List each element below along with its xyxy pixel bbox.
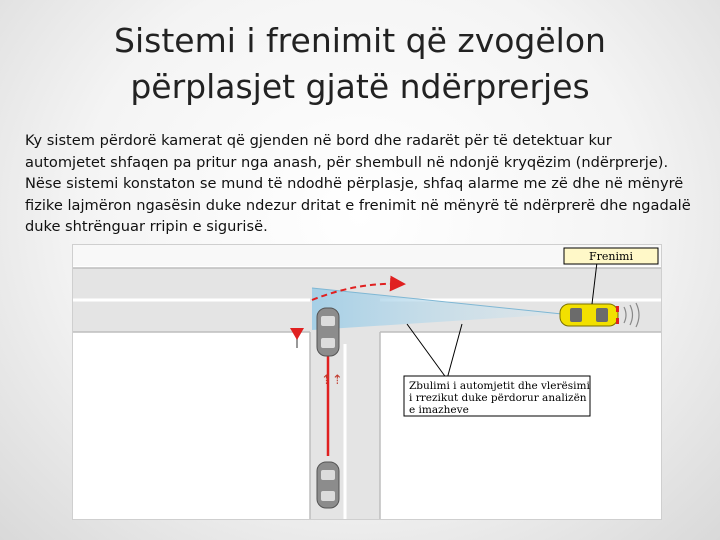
body-line: automjetet shfaqen pa pritur nga anash, për shembull në ndonjë kryqëzim (ndërprerje). <box>25 153 669 171</box>
gray-car-rear <box>317 462 339 508</box>
body-paragraph <box>25 130 700 238</box>
slide-title <box>0 18 720 110</box>
yellow-car <box>560 304 619 326</box>
callout-line: i rrezikut duke përdorur analizën <box>409 392 587 404</box>
body-line: duke shtrënguar rripin e sigurisë. <box>25 218 268 235</box>
callout-text-top: Frenimi <box>589 250 633 263</box>
callout-line: Zbulimi i automjetit dhe vlerësimi <box>409 380 590 392</box>
road-marking: ⇡⇡ <box>321 373 343 388</box>
callout-line: e imazheve <box>409 404 469 416</box>
body-line: Nëse sistemi konstaton se mund të ndodhë përplasje, shfaq alarme me zë dhe në mënyrë <box>25 175 684 192</box>
body-line: Ky sistem përdorë kamerat që gjenden në bord dhe radarët për të detektuar kur <box>25 132 612 149</box>
gray-car-front <box>317 308 339 356</box>
title-line: përplasjet gjatë ndërprerjes <box>130 67 590 106</box>
title-line: Sistemi i frenimit që zvogëlon <box>114 21 606 60</box>
intersection-diagram <box>72 244 662 520</box>
body-line: fizike lajmëron ngasësin duke ndezur dritat e frenimit në mënyrë të ndërprerë dhe ngadalë <box>25 196 691 214</box>
